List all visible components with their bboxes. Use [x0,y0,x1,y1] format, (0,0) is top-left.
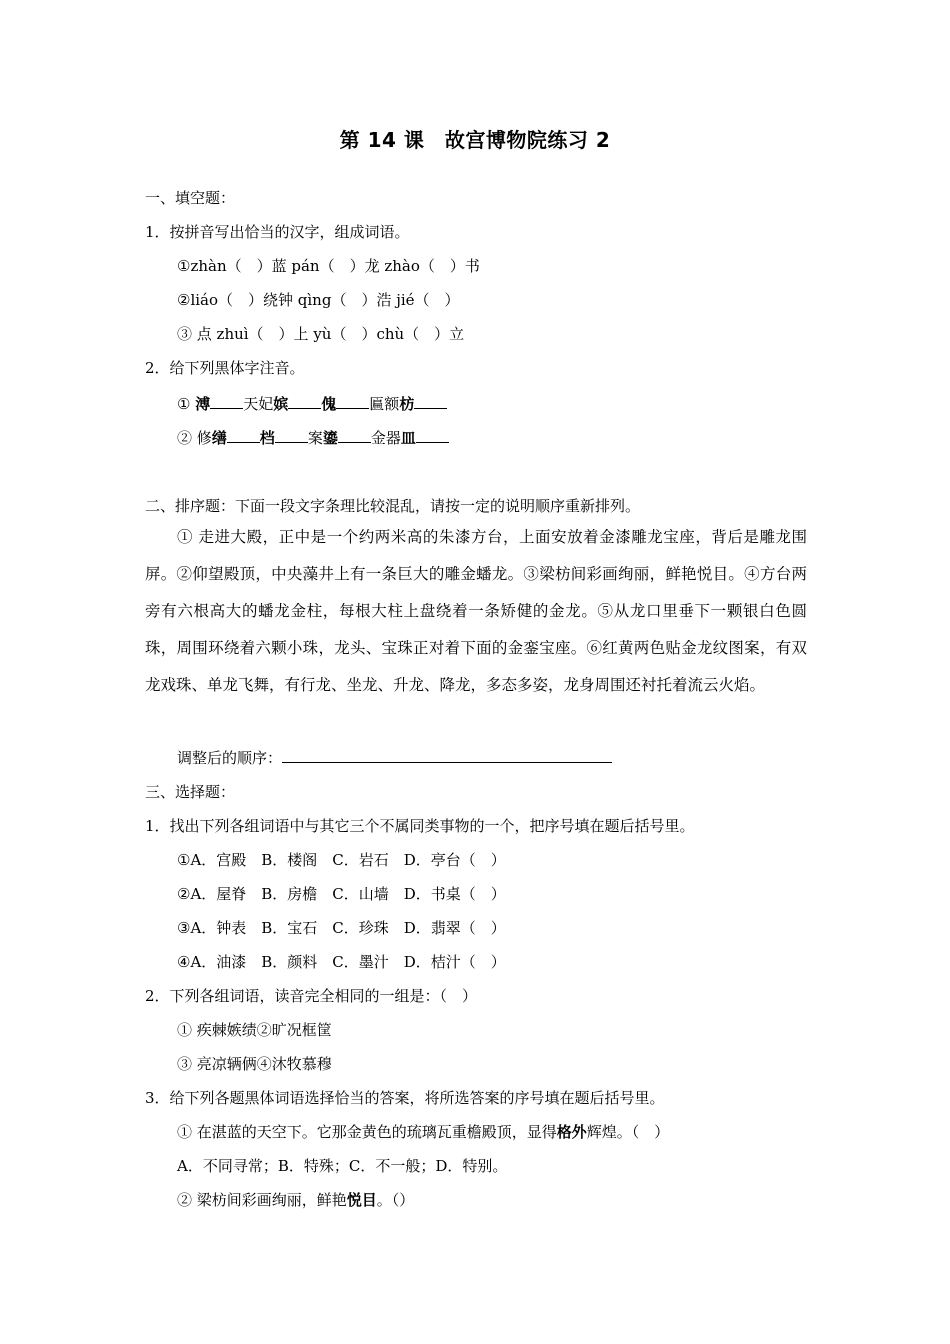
question-prompt: 2．给下列黑体字注音。 [145,359,305,377]
sentence-text: ② 梁枋间彩画绚丽，鲜艳 [177,1191,347,1209]
answer-blank[interactable] [416,427,449,443]
sentence-text: 。（） [376,1191,415,1209]
section-heading-fill-in: 一、填空题： [145,189,236,207]
bold-char: 嫔 [273,395,289,413]
question-prompt: 3．给下列各题黑体词语选择恰当的答案，将所选答案的序号填在题后括号里。 [145,1089,665,1107]
answer-blank[interactable] [227,427,260,443]
item-number: ① [177,395,191,413]
option-row: ① 疾棘嫉绩②旷况框筐 [177,1021,332,1039]
option-row: ③A．钟表 B．宝石 C．珍珠 D．翡翠（ ） [177,919,506,937]
question-prompt: 1．找出下列各组词语中与其它三个不属同类事物的一个，把序号填在题后括号里。 [145,817,695,835]
sentence-row [177,1122,669,1142]
bold-char: 傀 [321,395,337,413]
option-row: ③ 亮凉辆俩④沐牧慕穆 [177,1055,332,1073]
answer-blank[interactable] [336,393,369,409]
answer-blank[interactable] [275,427,308,443]
word-prefix: 案 [307,429,323,447]
sentence-text: ① 在湛蓝的天空下。它那金黄色的琉璃瓦重檐殿顶，显得 [177,1123,557,1141]
word-prefix: 匾额 [369,395,400,413]
question-prompt: 2．下列各组词语，读音完全相同的一组是：（ ） [145,987,478,1005]
pinyin-row: ③ 点 zhuì（ ）上 yù（ ）chù（ ）立 [177,325,465,343]
section-heading-choice: 三、选择题： [145,783,236,801]
phonetic-row [177,393,447,414]
sentence-row [177,1190,414,1210]
pinyin-row: ①zhàn（ ）蓝 pán（ ）龙 zhào（ ）书 [177,257,480,275]
option-row: ①A．宫殿 B．楼阁 C．岩石 D．亭台（ ） [177,851,506,869]
answer-blank[interactable] [414,393,447,409]
bold-char: 档 [259,429,275,447]
option-row: ②A．屋脊 B．房檐 C．山墙 D．书桌（ ） [177,885,506,903]
bold-word: 悦目 [346,1191,377,1209]
bold-word: 格外 [556,1123,587,1141]
sentence-text: 辉煌。（ ） [586,1123,670,1141]
word-prefix: 天妃 [243,395,274,413]
answer-label: 调整后的顺序： [177,749,283,767]
answer-row [177,748,612,768]
bold-char: 鎏 [322,429,338,447]
answer-blank[interactable] [338,427,371,443]
item-number: ② 修 [177,429,212,447]
phonetic-row [177,427,449,448]
page-title: 第 14 课 故宫博物院练习 2 [339,128,611,152]
bold-char: 皿 [400,429,416,447]
word-prefix: 金器 [370,429,401,447]
option-row: ④A．油漆 B．颜料 C．墨汁 D．桔汁（ ） [177,953,506,971]
ordering-paragraph: ① 走进大殿，正中是一个约两米高的朱漆方台，上面安放着金漆雕龙宝座，背后是雕龙围屏。②仰望殿顶，中央藻井上有一条巨大的雕金蟠龙。③梁枋间彩画绚丽，鲜艳悦目。④方台两旁有六根高大的蟠龙金柱，每根大柱上盘绕着一条矫健的金龙。⑤从龙口里垂下一颗银白色圆珠，周围环绕着六颗小珠，龙头、宝珠正对着下面的金銮宝座。⑥红黄两色贴金龙纹图案，有双龙戏珠、单龙飞舞，有行龙、坐龙、升龙、降龙，多态多姿，龙身周围还衬托着流云火焰。 [145,528,807,694]
answer-blank[interactable] [288,393,321,409]
pinyin-row: ②liáo（ ）绕钟 qìng（ ）浩 jié（ ） [177,291,460,309]
section-heading-ordering: 二、排序题：下面一段文字条理比较混乱，请按一定的说明顺序重新排列。 [145,497,641,515]
bold-char: 溥 [195,395,211,413]
question-prompt: 1．按拼音写出恰当的汉字，组成词语。 [145,223,410,241]
option-row: A．不同寻常；B．特殊；C．不一般；D．特别。 [177,1157,508,1175]
order-answer-line[interactable] [282,748,612,763]
answer-blank[interactable] [210,393,243,409]
bold-char: 枋 [399,395,415,413]
bold-char: 缮 [211,429,227,447]
